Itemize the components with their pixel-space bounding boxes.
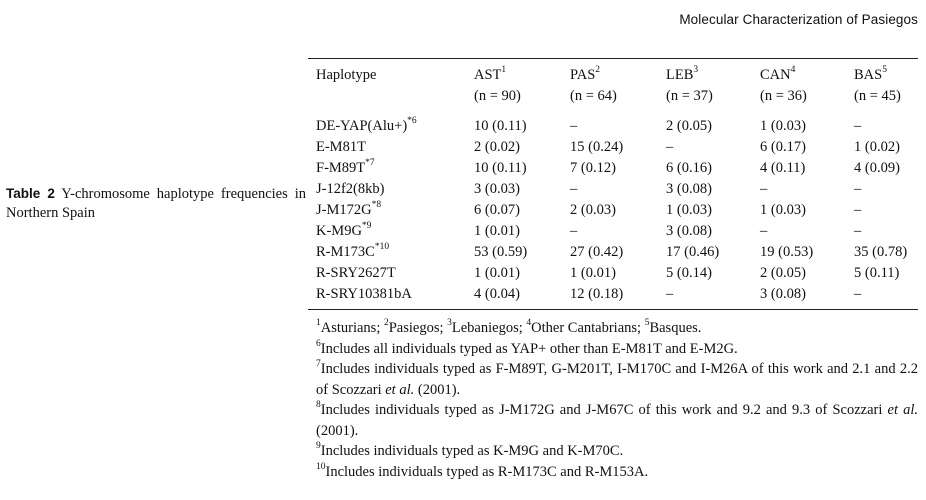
table-row	[308, 284, 918, 309]
frequency-cell: 19 (0.53)	[760, 244, 814, 260]
frequency-cell: 10 (0.11)	[474, 160, 527, 176]
frequency-cell: 12 (0.18)	[570, 286, 624, 302]
haplotype-cell: R-SRY10381bA	[316, 286, 412, 302]
frequency-cell: –	[666, 139, 674, 155]
frequency-cell: –	[666, 286, 674, 302]
frequency-cell: –	[854, 286, 862, 302]
frequency-cell: 15 (0.24)	[570, 139, 624, 155]
frequency-cell: 7 (0.12)	[570, 160, 616, 176]
frequency-cell: 4 (0.04)	[474, 286, 520, 302]
table-row	[308, 263, 918, 284]
frequency-cell: 3 (0.08)	[760, 286, 806, 302]
table-footnotes	[308, 310, 918, 482]
frequency-cell: 3 (0.08)	[666, 181, 712, 197]
frequency-cell: –	[854, 181, 862, 197]
table-row	[308, 137, 918, 158]
frequency-cell: 1 (0.01)	[474, 265, 520, 281]
frequency-cell: 4 (0.09)	[854, 160, 900, 176]
footnote-8: $^8$Includes individuals typed as J-M172G and J-M67C of this work and 9.2 and 9.3 of Scozzari et al. (2001).	[316, 400, 919, 439]
header-bas: BAS$^5$	[854, 65, 887, 83]
header-leb: LEB$^3$	[666, 65, 699, 83]
caption-text: Y-chromosome haplotype frequencies in Northern Spain	[6, 186, 306, 221]
frequency-cell: 2 (0.05)	[760, 265, 806, 281]
frequency-cell: 53 (0.59)	[474, 244, 528, 260]
haplotype-cell: E-M81T	[316, 139, 366, 155]
table-caption	[6, 184, 306, 223]
header-pas-n: (n = 64)	[570, 88, 617, 104]
header-bas-n: (n = 45)	[854, 88, 901, 104]
frequency-cell: 2 (0.02)	[474, 139, 520, 155]
frequency-cell: –	[760, 181, 768, 197]
footnote-10: $^{10}$Includes individuals typed as R-M173C and R-M153A.	[316, 461, 649, 480]
haplotype-table-block	[308, 58, 918, 482]
haplotype-cell: R-SRY2627T	[316, 265, 396, 281]
header-pas: PAS$^2$	[570, 65, 601, 83]
header-ast: AST$^1$	[474, 65, 507, 83]
footnote-abbreviations: $^1$Asturians; $^2$Pasiegos; $^3$Lebaniegos; $^4$Other Cantabrians; $^5$Basques.	[316, 318, 702, 336]
frequency-cell: –	[760, 223, 768, 239]
haplotype-frequency-table	[308, 59, 918, 309]
frequency-cell: 2 (0.03)	[570, 202, 616, 218]
header-can-n: (n = 36)	[760, 88, 807, 104]
frequency-cell: 3 (0.08)	[666, 223, 712, 239]
frequency-cell: 1 (0.02)	[854, 139, 900, 155]
frequency-cell: 6 (0.07)	[474, 202, 520, 218]
table-row	[308, 179, 918, 200]
frequency-cell: –	[570, 181, 578, 197]
haplotype-cell: $F-M89T^{*7}$	[316, 158, 375, 176]
footnote-9: $^9$Includes individuals typed as K-M9G and K-M70C.	[316, 441, 624, 459]
table-row	[308, 221, 918, 242]
haplotype-cell: $R-M173C^{*10}$	[316, 242, 390, 260]
footnote-6: $^6$Includes all individuals typed as YAP+ other than E-M81T and E-M2G.	[316, 338, 738, 357]
header-leb-n: (n = 37)	[666, 88, 713, 104]
frequency-cell: 27 (0.42)	[570, 244, 624, 260]
running-head: Molecular Characterization of Pasiegos	[679, 12, 918, 27]
frequency-cell: 1 (0.01)	[570, 265, 616, 281]
frequency-cell: 35 (0.78)	[854, 244, 908, 260]
haplotype-cell: $DE-YAP(Alu+)^{*6}$	[316, 116, 417, 134]
table-row	[308, 112, 918, 137]
frequency-cell: –	[570, 118, 578, 134]
haplotype-cell: J-12f2(8kb)	[316, 181, 385, 197]
frequency-cell: 10 (0.11)	[474, 118, 527, 134]
frequency-cell: 6 (0.17)	[760, 139, 806, 155]
frequency-cell: 17 (0.46)	[666, 244, 720, 260]
header-haplotype: Haplotype	[316, 67, 377, 83]
haplotype-cell: $J-M172G^{*8}$	[316, 200, 382, 218]
table-row	[308, 200, 918, 221]
frequency-cell: –	[570, 223, 578, 239]
frequency-cell: 1 (0.03)	[760, 202, 806, 218]
header-can: CAN$^4$	[760, 65, 796, 83]
caption-label: Table 2	[6, 186, 55, 201]
frequency-cell: –	[854, 118, 862, 134]
table-row	[308, 158, 918, 179]
frequency-cell: 5 (0.11)	[854, 265, 900, 281]
frequency-cell: 2 (0.05)	[666, 118, 712, 134]
frequency-cell: 3 (0.03)	[474, 181, 520, 197]
frequency-cell: 6 (0.16)	[666, 160, 712, 176]
frequency-cell: 4 (0.11)	[760, 160, 806, 176]
header-ast-n: (n = 90)	[474, 88, 521, 104]
frequency-cell: –	[854, 202, 862, 218]
frequency-cell: 5 (0.14)	[666, 265, 712, 281]
table-body	[308, 112, 918, 309]
frequency-cell: 1 (0.03)	[666, 202, 712, 218]
frequency-cell: –	[854, 223, 862, 239]
table-row	[308, 242, 918, 263]
haplotype-cell: $K-M9G^{*9}$	[316, 221, 372, 239]
frequency-cell: 1 (0.01)	[474, 223, 520, 239]
footnote-7: $^7$Includes individuals typed as F-M89T, G-M201T, I-M170C and I-M26A of this work and 2.1 and 2.2 of Scozzari et al. (2001).	[316, 359, 918, 398]
frequency-cell: 1 (0.03)	[760, 118, 806, 134]
